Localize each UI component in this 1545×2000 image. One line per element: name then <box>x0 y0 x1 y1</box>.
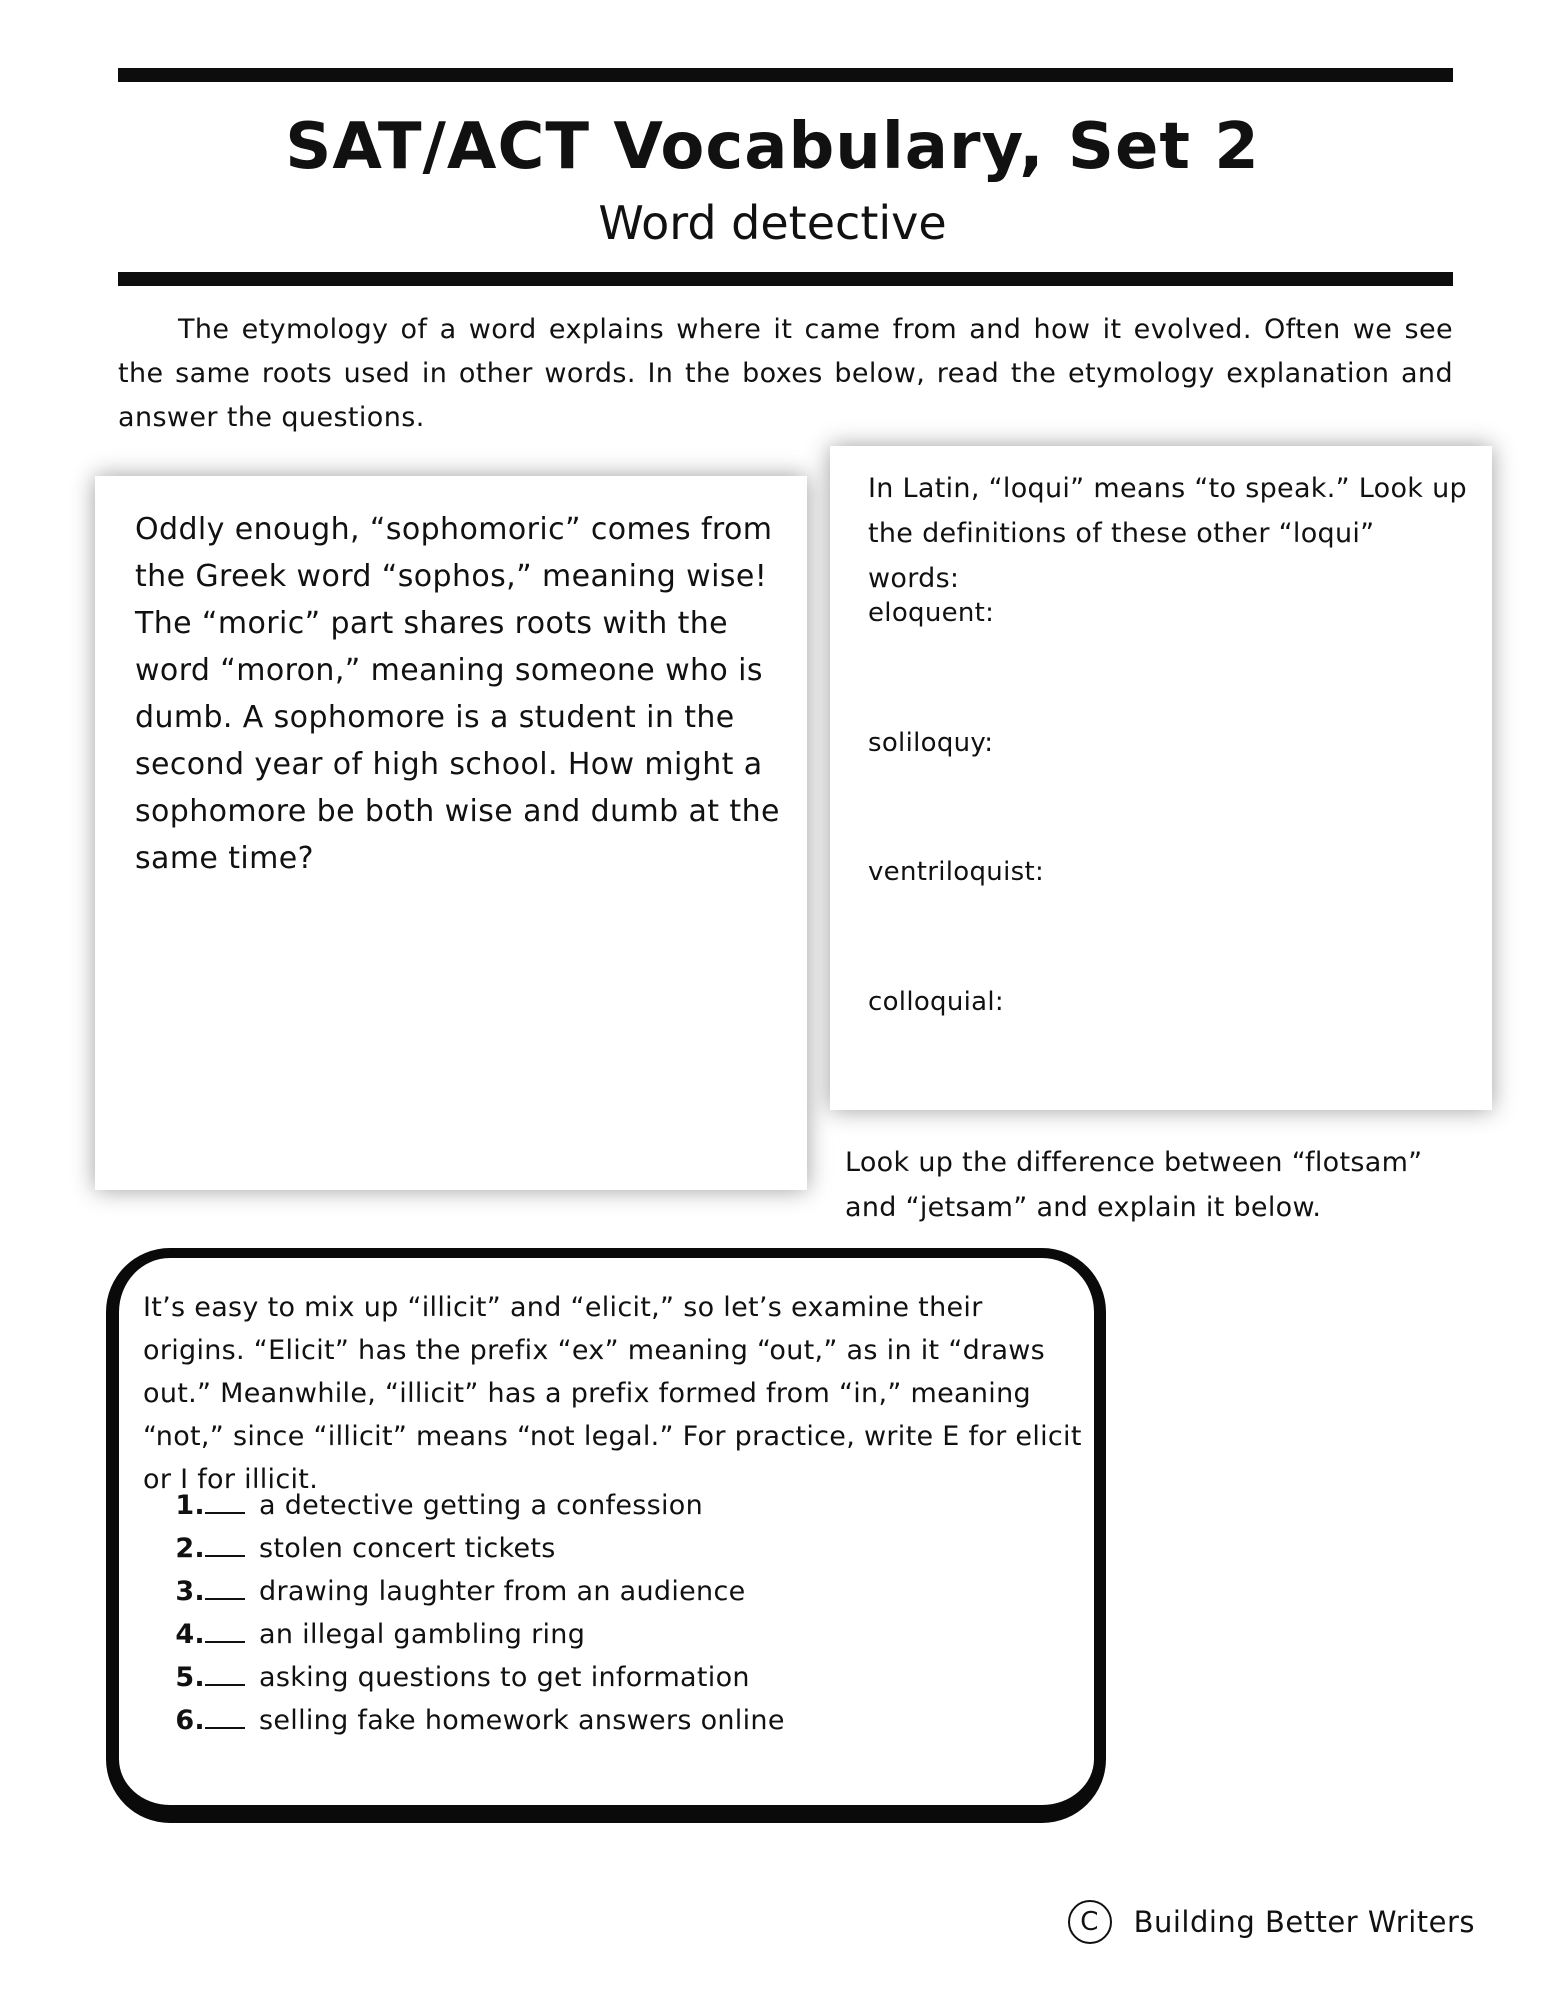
top-rule <box>118 68 1453 82</box>
list-item: 3. drawing laughter from an audience <box>175 1576 746 1607</box>
answer-blank[interactable] <box>205 1703 245 1729</box>
illicit-elicit-instructions: It’s easy to mix up “illicit” and “elicit,” so let’s examine their origins. “Elicit” has the prefix “ex” meaning “out,” as in it “draws out.” Meanwhile, “illicit” has a prefix formed from “in,” meaning “not,” since “illicit” means “not legal.” For practice, write E for elicit or I for illicit. <box>143 1292 1082 1495</box>
word-label-ventriloquist: ventriloquist: <box>868 857 1045 887</box>
list-item: 2. stolen concert tickets <box>175 1533 556 1564</box>
bottom-rule <box>118 272 1453 286</box>
list-item: 1. a detective getting a confession <box>175 1490 704 1521</box>
loqui-instructions: In Latin, “loqui” means “to speak.” Look up the definitions of these other “loqui” words: <box>868 473 1467 594</box>
sophomoric-question: Oddly enough, “sophomoric” comes from the Greek word “sophos,” meaning wise! The “moric” part shares roots with the word “moron,” meaning someone who is dumb. A sophomore is a student in the second year of high school. How might a sophomore be both wise and dumb at the same time? <box>135 512 780 876</box>
answer-blank[interactable] <box>205 1660 245 1686</box>
practice-list <box>173 1484 785 1742</box>
page-subtitle: Word detective <box>598 196 947 250</box>
sophomoric-card <box>95 476 807 1190</box>
answer-blank[interactable] <box>205 1617 245 1643</box>
word-label-soliloquy: soliloquy: <box>868 728 994 758</box>
copyright-icon: C <box>1068 1900 1112 1944</box>
illicit-elicit-box <box>106 1248 1106 1823</box>
intro-paragraph: The etymology of a word explains where it came from and how it evolved. Often we see the same roots used in other words. In the boxes below, read the etymology explanation and answer the questions. <box>118 314 1453 433</box>
answer-blank[interactable] <box>205 1531 245 1557</box>
footer-brand: Building Better Writers <box>1133 1905 1475 1939</box>
list-item: 5. asking questions to get information <box>175 1662 750 1693</box>
page-title: SAT/ACT Vocabulary, Set 2 <box>285 110 1260 184</box>
list-item: 4. an illegal gambling ring <box>175 1619 586 1650</box>
word-label-eloquent: eloquent: <box>868 598 995 628</box>
word-label-colloquial: colloquial: <box>868 987 1004 1017</box>
flotsam-jetsam-prompt: Look up the difference between “flotsam” and “jetsam” and explain it below. <box>845 1147 1423 1223</box>
answer-blank[interactable] <box>205 1574 245 1600</box>
answer-blank[interactable] <box>205 1488 245 1514</box>
list-item: 6. selling fake homework answers online <box>175 1705 785 1736</box>
footer <box>1068 1900 1475 1944</box>
loqui-card <box>830 446 1492 1110</box>
